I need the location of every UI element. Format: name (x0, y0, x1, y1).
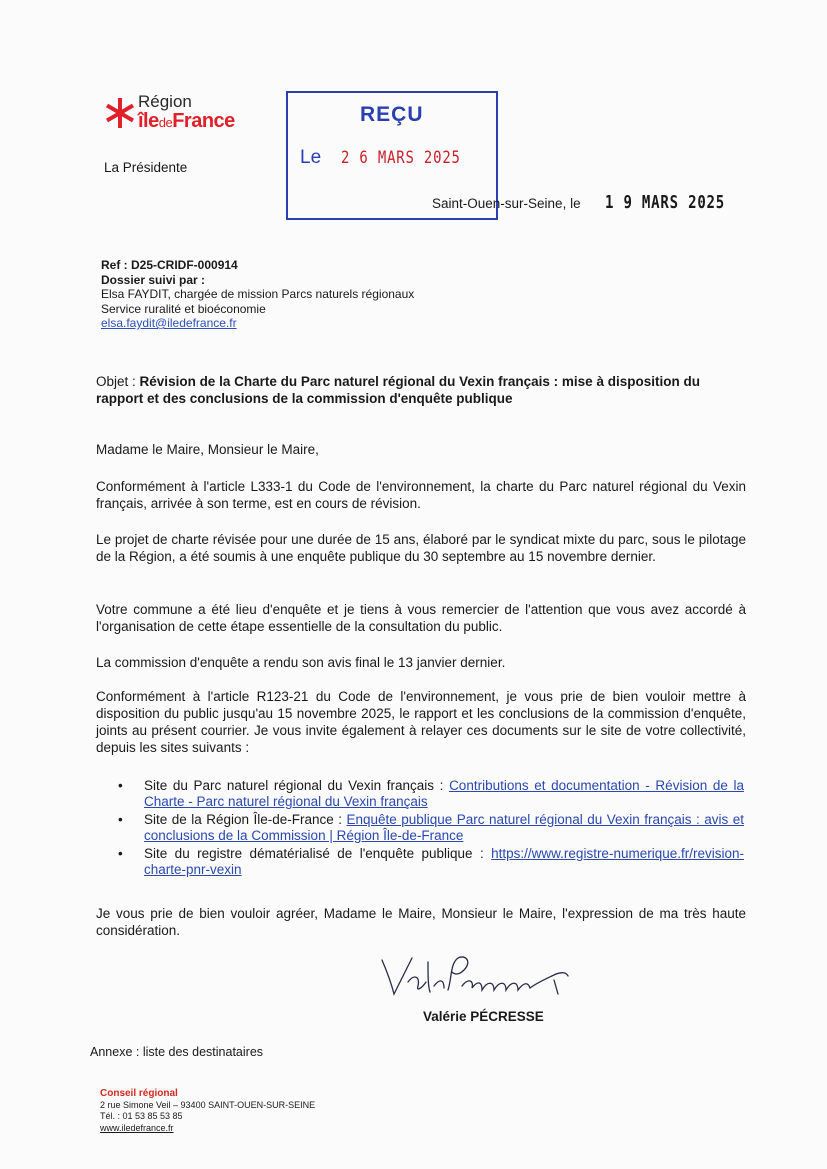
paragraph-4: La commission d'enquête a rendu son avis final le 13 janvier dernier. (96, 655, 506, 670)
parc-site-link[interactable]: Contributions et documentation - Révision de la Charte - Parc naturel régional du Vexin français (144, 778, 744, 809)
stamp-le: Le (300, 147, 322, 168)
stamp-title: REÇU (360, 103, 424, 126)
region-site-link[interactable]: Enquête publique Parc naturel régional du Vexin français : avis et conclusions de la Commission | Région Île-de-France (144, 812, 744, 843)
reference-block (101, 258, 414, 331)
subject-text: Révision de la Charte du Parc naturel régional du Vexin français : mise à disposition du rapport et des conclusions de la commission d'enquête publique (96, 374, 700, 406)
list-item: • Site de la Région Île-de-France : Enquête publique Parc naturel régional du Vexin français : avis et conclusions de la Commission | Région Île-de-France (118, 812, 744, 843)
letter-date: 1 9 MARS 2025 (605, 192, 726, 213)
contact-person: Elsa FAYDIT, chargée de mission Parcs naturels régionaux (101, 287, 415, 301)
paragraph-5: Conformément à l'article R123-21 du Code de l'environnement, je vous prie de bien vouloir mettre à disposition du public jusqu'au 15 novembre 2025, le rapport et les conclusions de la commission d'enquête, joints au présent courrier. Je vous invite également à relayer ces documents sur le site de votre collectivité, depuis les sites suivants : (96, 689, 746, 755)
paragraph-3: Votre commune a été lieu d'enquête et je tiens à vous remercier de l'attention que vous avez accordé à l'organisation de cette étape essentielle de la consultation du public. (96, 602, 746, 634)
sender-role: La Présidente (104, 160, 188, 175)
place-line: Saint-Ouen-sur-Seine, le (432, 196, 581, 211)
contact-service: Service ruralité et bioéconomie (101, 301, 266, 316)
list-item: • Site du registre dématérialisé de l'enquête publique : https://www.registre-numerique.fr/revision-charte-pnr-vexin (118, 846, 744, 877)
handwritten-signature (378, 952, 618, 1004)
logo-iledefrance-text: îledeFrance (138, 110, 235, 132)
footer-phone: Tél. : 01 53 85 53 85 (100, 1111, 183, 1121)
registry-site-link[interactable]: https://www.registre-numerique.fr/revision-charte-pnr-vexin (144, 846, 744, 877)
reference-number: Ref : D25-CRIDF-000914 (101, 258, 238, 272)
salutation: Madame le Maire, Monsieur le Maire, (96, 442, 319, 457)
subject-label: Objet : (96, 374, 136, 389)
region-star-logo-icon (105, 96, 135, 130)
site-links-list (118, 778, 744, 880)
annex-note: Annexe : liste des destinataires (90, 1045, 264, 1059)
signatory-name: Valérie PÉCRESSE (423, 1009, 544, 1024)
stamp-date: 2 6 MARS 2025 (341, 148, 461, 168)
logo-region-text: Région (138, 92, 192, 111)
paragraph-2: Le projet de charte révisée pour une durée de 15 ans, élaboré par le syndicat mixte du parc, sous le pilotage de la Région, a été soumis à une enquête publique du 30 septembre au 15 novembre dernier. (96, 532, 746, 564)
footer-website-link[interactable]: www.iledefrance.fr (100, 1122, 174, 1133)
list-item: • Site du Parc naturel régional du Vexin français : Contributions et documentation - Révision de la Charte - Parc naturel régional du Vexin français (118, 778, 744, 809)
followed-by-label: Dossier suivi par : (101, 272, 206, 287)
footer-address (100, 1088, 315, 1134)
footer-street: 2 rue Simone Veil – 93400 SAINT-OUEN-SUR-SEINE (100, 1099, 316, 1110)
paragraph-1: Conformément à l'article L333-1 du Code de l'environnement, la charte du Parc naturel régional du Vexin français, arrivée à son terme, est en cours de révision. (96, 479, 746, 511)
closing-paragraph: Je vous prie de bien vouloir agréer, Madame le Maire, Monsieur le Maire, l'expression de ma très haute considération. (96, 906, 746, 938)
subject-line (96, 373, 746, 407)
footer-org: Conseil régional (100, 1088, 178, 1099)
contact-email-link[interactable]: elsa.faydit@iledefrance.fr (101, 316, 237, 330)
